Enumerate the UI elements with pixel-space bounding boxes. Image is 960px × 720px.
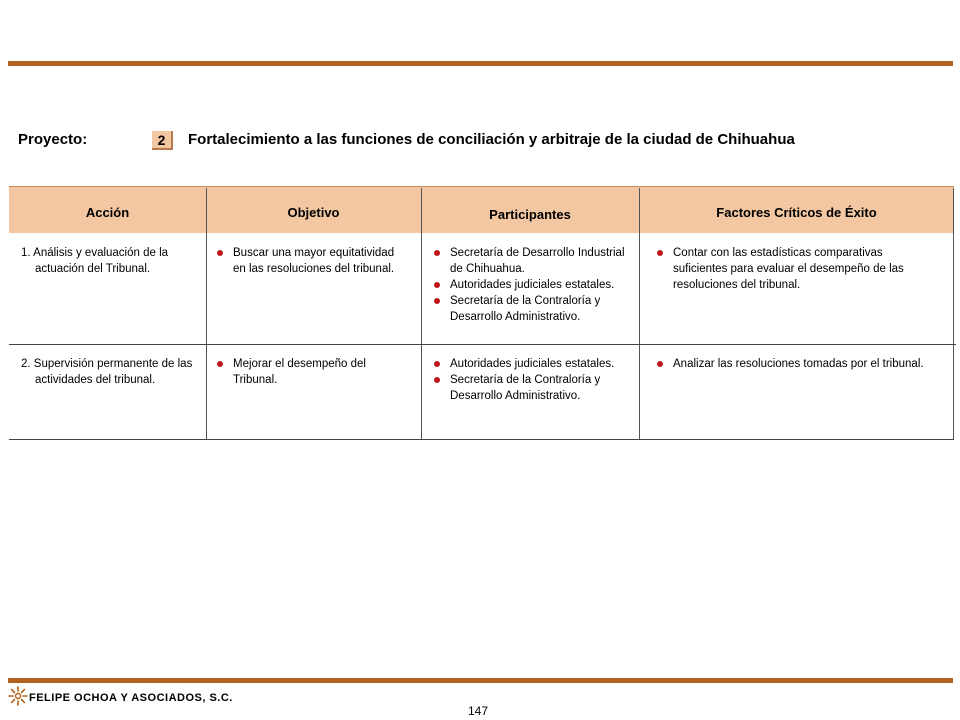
- row-divider: [9, 344, 956, 345]
- row2-participantes: [432, 356, 632, 404]
- row2-objetivo: [215, 356, 405, 388]
- list-item: Autoridades judiciales estatales.: [432, 356, 632, 372]
- column-divider: [421, 188, 422, 440]
- row1-accion: 1. Análisis y evaluación de la actuación del Tribunal.: [21, 247, 172, 275]
- project-title: Fortalecimiento a las funciones de conciliación y arbitraje de la ciudad de Chihuahua: [188, 131, 795, 148]
- list-item: Secretaría de Desarrollo Industrial de Chihuahua.: [432, 245, 632, 277]
- list-item: Secretaría de la Contraloría y Desarrollo Administrativo.: [432, 372, 632, 404]
- row2-factores: [655, 356, 930, 372]
- table-bottom-border: [9, 439, 954, 440]
- header-objetivo: Objetivo: [287, 205, 340, 220]
- company-logo-icon: [8, 686, 28, 706]
- top-rule: [8, 61, 953, 66]
- list-item: Mejorar el desempeño del Tribunal.: [215, 356, 405, 388]
- header-participantes: Participantes: [489, 207, 571, 222]
- project-number-badge: 2: [152, 131, 173, 150]
- project-label: Proyecto:: [18, 131, 88, 148]
- page-number: 147: [468, 704, 489, 718]
- column-divider: [206, 188, 207, 440]
- row1-objetivo: [215, 245, 405, 277]
- row1-factores: [655, 245, 930, 293]
- table-header: [9, 186, 954, 233]
- row1-participantes: [432, 245, 632, 325]
- column-divider: [639, 188, 640, 440]
- list-item: Secretaría de la Contraloría y Desarrollo Administrativo.: [432, 293, 632, 325]
- list-item: Analizar las resoluciones tomadas por el tribunal.: [655, 356, 930, 372]
- company-name: FELIPE OCHOA Y ASOCIADOS, S.C.: [29, 692, 233, 704]
- table-right-border: [953, 188, 954, 440]
- header-accion: Acción: [85, 205, 130, 220]
- list-item: Buscar una mayor equitatividad en las resoluciones del tribunal.: [215, 245, 405, 277]
- header-factores: Factores Críticos de Éxito: [716, 205, 877, 220]
- row2-accion: 2. Supervisión permanente de las actividades del tribunal.: [21, 358, 196, 386]
- list-item: Contar con las estadísticas comparativas suficientes para evaluar el desempeño de las resoluciones del tribunal.: [655, 245, 930, 293]
- bottom-rule: [8, 678, 953, 683]
- list-item: Autoridades judiciales estatales.: [432, 277, 632, 293]
